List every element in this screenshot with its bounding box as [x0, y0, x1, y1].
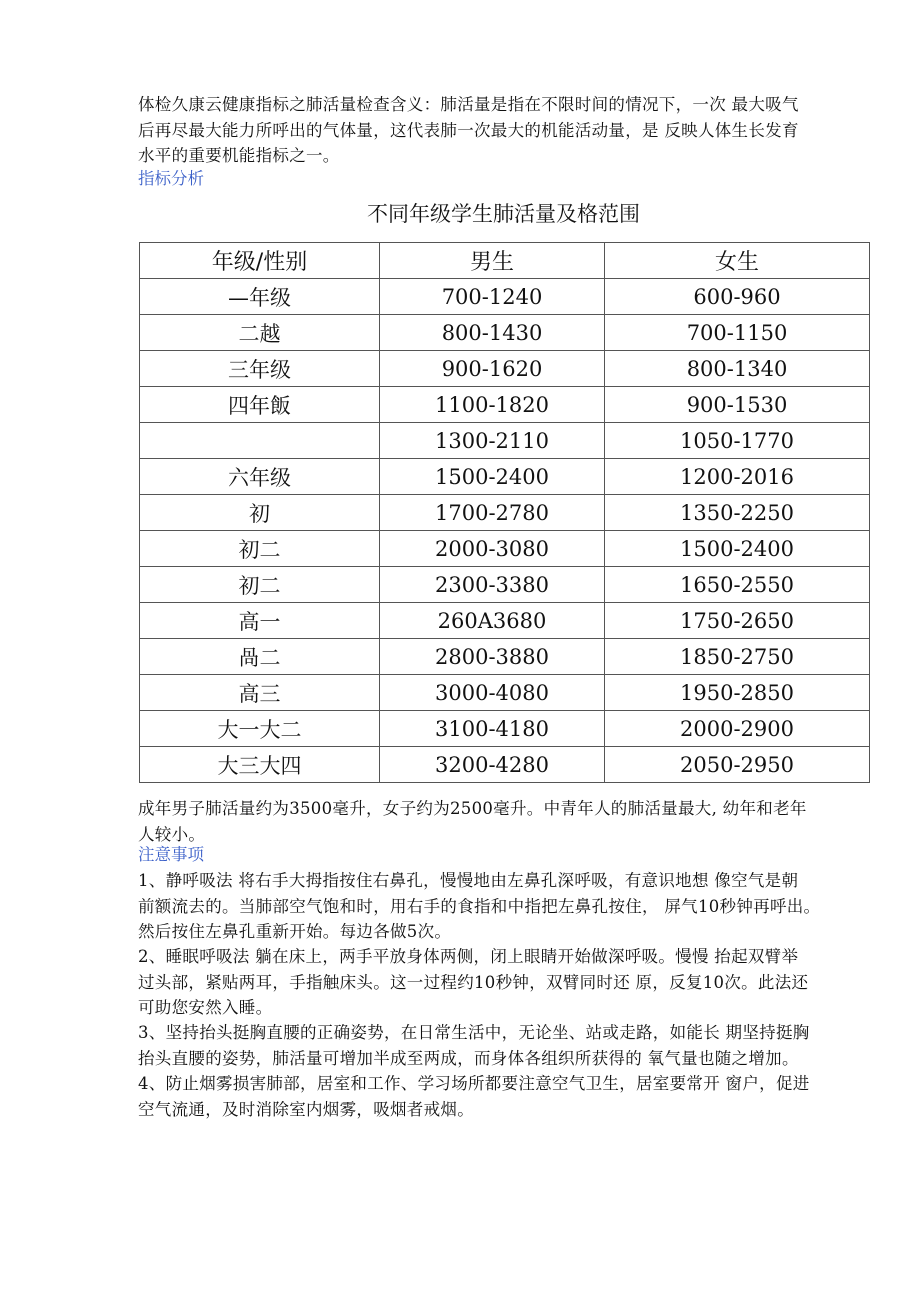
table-row: [140, 531, 870, 567]
cell-male: 1700-2780: [380, 495, 605, 531]
note-item-2: 2、睡眠呼吸法 躺在床上，两手平放身体两侧，闭上眼睛开始做深呼吸。慢慢 抬起双臂举 过头部，紧贴两耳，手指触床头。这一过程约10秒钟，双臂同时还 原，反复10次。此法还 可助您安然入睡。: [138, 947, 809, 1017]
cell-female: 1500-2400: [605, 531, 870, 567]
table-row: [140, 351, 870, 387]
cell-grade: 六年级: [140, 459, 380, 495]
cell-grade: 高三: [140, 675, 380, 711]
cell-male: 2800-3880: [380, 639, 605, 675]
cell-female: 2050-2950: [605, 747, 870, 783]
table-header-row: [140, 243, 870, 279]
cell-male: 700-1240: [380, 279, 605, 315]
table-row: [140, 639, 870, 675]
note-item-4: 4、防止烟雾损害肺部，居室和工作、学习场所都要注意空气卫生，居室要常开 窗户，促进 空气流通，及时消除室内烟雾，吸烟者戒烟。: [138, 1074, 810, 1119]
table-row: [140, 495, 870, 531]
cell-female: 1850-2750: [605, 639, 870, 675]
table-title: 不同年级学生肺活量及格范围: [367, 202, 640, 226]
header-female: 女生: [605, 243, 870, 279]
vital-capacity-table: [139, 242, 870, 783]
cell-female: 1750-2650: [605, 603, 870, 639]
cell-female: 700-1150: [605, 315, 870, 351]
section-heading-analysis[interactable]: 指标分析: [138, 169, 204, 188]
cell-male: 260A3680: [380, 603, 605, 639]
cell-female: 1650-2550: [605, 567, 870, 603]
cell-grade: 三年级: [140, 351, 380, 387]
cell-female: 600-960: [605, 279, 870, 315]
table-row: [140, 459, 870, 495]
table-row: [140, 387, 870, 423]
table-row: [140, 279, 870, 315]
cell-male: 900-1620: [380, 351, 605, 387]
header-male: 男生: [380, 243, 605, 279]
adult-note-paragraph: 成年男子肺活量约为3500毫升，女子约为2500毫升。中青年人的肺活量最大, 幼年和老年 人较小。: [138, 799, 807, 844]
table-row: [140, 603, 870, 639]
cell-male: 1300-2110: [380, 423, 605, 459]
cell-grade: 大三大四: [140, 747, 380, 783]
cell-female: 1200-2016: [605, 459, 870, 495]
cell-male: 2300-3380: [380, 567, 605, 603]
table-row: [140, 747, 870, 783]
intro-paragraph: 体检久康云健康指标之肺活量检查含义：肺活量是指在不限时间的情况下，一次 最大吸气 后再尽最大能力所呼出的气体量，这代表肺一次最大的机能活动量，是 反映人体生长发育 水平的重要机能指标之一。: [138, 95, 799, 165]
cell-female: 800-1340: [605, 351, 870, 387]
cell-female: 900-1530: [605, 387, 870, 423]
cell-grade: 初: [140, 495, 380, 531]
cell-male: 3200-4280: [380, 747, 605, 783]
cell-male: 3100-4180: [380, 711, 605, 747]
cell-grade: —年级: [140, 279, 380, 315]
cell-grade: 高一: [140, 603, 380, 639]
cell-female: 1350-2250: [605, 495, 870, 531]
table-row: [140, 675, 870, 711]
cell-grade: 初二: [140, 567, 380, 603]
cell-grade: 四年飯: [140, 387, 380, 423]
header-grade: 年级/性别: [140, 243, 380, 279]
note-item-3: 3、坚持抬头挺胸直腰的正确姿势，在日常生活中，无论坐、站或走路，如能长 期坚持挺胸 抬头直腰的姿势，肺活量可增加半成至两成，而身体各组织所获得的 氧气量也随之增加。: [138, 1023, 810, 1068]
note-item-1: 1、静呼吸法 将右手大拇指按住右鼻孔，慢慢地由左鼻孔深呼吸，有意识地想 像空气是朝 前额流去的。当肺部空气饱和时，用右手的食指和中指把左鼻孔按住， 屏气10秒钟再呼出。 然后按住左鼻孔重新开始。每边各做5次。: [138, 871, 821, 941]
cell-male: 1100-1820: [380, 387, 605, 423]
cell-grade: 初二: [140, 531, 380, 567]
cell-grade: 咼二: [140, 639, 380, 675]
cell-male: 1500-2400: [380, 459, 605, 495]
table-row: [140, 567, 870, 603]
cell-grade: 二越: [140, 315, 380, 351]
table-row: [140, 711, 870, 747]
cell-female: 1950-2850: [605, 675, 870, 711]
cell-male: 800-1430: [380, 315, 605, 351]
cell-female: 2000-2900: [605, 711, 870, 747]
cell-female: 1050-1770: [605, 423, 870, 459]
table-row: [140, 315, 870, 351]
cell-male: 2000-3080: [380, 531, 605, 567]
table-row: [140, 423, 870, 459]
cell-grade: 大一大二: [140, 711, 380, 747]
section-heading-notes[interactable]: 注意事项: [138, 845, 204, 864]
cell-male: 3000-4080: [380, 675, 605, 711]
cell-grade: [140, 423, 380, 459]
